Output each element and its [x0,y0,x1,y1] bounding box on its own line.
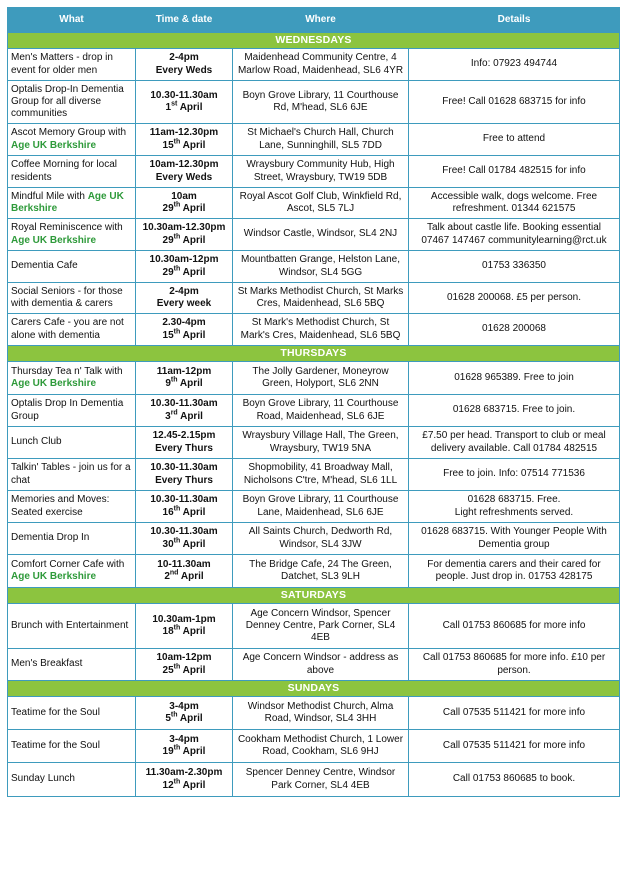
event-date-day: 12 [162,779,174,791]
time-date-cell [136,523,233,555]
event-time: 10.30-11.30am [150,398,218,410]
event-date [139,140,229,152]
event-date-month: April [180,538,206,550]
event-date [139,746,229,758]
event-date: Every Thurs [155,474,213,486]
event-details: Call 01753 860685 to book. [409,763,620,797]
event-details: Call 01753 860685 for more info [409,604,620,649]
event-time: 10am-12.30pm [149,159,219,171]
table-row [8,730,620,763]
event-date [139,507,229,519]
event-date-month: April [180,779,206,791]
event-location: St Michael's Church Hall, Church Lane, Sunninghill, SL5 7DD [233,124,409,156]
event-name: Royal Reminiscence with [11,222,123,234]
event-date-month: April [177,378,203,389]
event-details: 01628 200068. £5 per person. [409,283,620,314]
event-date-day: 16 [162,506,174,518]
event-date-suffix: th [173,265,181,273]
table-body [8,33,620,797]
event-date-suffix: nd [169,569,179,577]
event-date-month: April [180,234,206,246]
event-location: All Saints Church, Dedworth Rd, Windsor, SL4 3JW [233,523,409,555]
time-date-cell [136,81,233,124]
event-name-cell: Optalis Drop-In Dementia Group for all diverse communities [8,81,136,124]
time-date-cell [136,427,233,459]
event-time: 10-11.30am [157,558,211,570]
section-header-row [8,681,620,697]
event-date-month: April [180,139,206,151]
event-location: Age Concern Windsor, Spencer Denney Centre, Park Corner, SL4 4EB [233,604,409,649]
event-details: 01628 200068 [409,314,620,346]
event-name-cell: Memories and Moves: Seated exercise [8,491,136,523]
table-row [8,49,620,81]
event-details: For dementia carers and their cared for people. Just drop in. 01753 428175 [409,555,620,588]
header-where: Where [233,8,409,33]
event-name-cell: Social Seniors - for those with dementia & carers [8,283,136,314]
event-date-suffix: th [173,663,181,671]
event-name-cell [8,188,136,219]
event-name-cell [8,362,136,395]
event-date-day: 1 [165,102,172,113]
event-date-suffix: th [173,744,181,752]
event-details: Free to attend [409,124,620,156]
event-date-month: April [180,664,206,676]
event-name-cell: Sunday Lunch [8,763,136,797]
event-date-suffix: th [173,138,181,146]
event-details: Accessible walk, dogs welcome. Free refreshment. 01344 621575 [409,188,620,219]
event-date-day: 18 [162,626,174,637]
event-date [139,539,229,551]
event-date [139,203,229,215]
event-name: Thursday Tea n' Talk with [11,365,123,377]
time-date-cell [136,219,233,251]
event-date [139,713,229,725]
event-date-day: 5 [165,713,171,724]
event-time: 10.30-11.30am [150,89,218,101]
event-details: 01628 683715. Free to join. [409,395,620,427]
event-date-day: 19 [162,746,174,757]
event-date-suffix: th [170,711,178,719]
event-time: 10.30am-12.30pm [142,222,226,234]
event-date [139,626,229,638]
event-date-month: April [180,203,206,214]
event-details-line: 01628 683715. Free. [467,494,561,506]
event-date: Every Weds [155,171,213,183]
time-date-cell [136,362,233,395]
event-name-cell [8,219,136,251]
event-name-cell: Talkin' Tables - join us for a chat [8,459,136,491]
event-name-cell: Dementia Drop In [8,523,136,555]
event-location: Age Concern Windsor - address as above [233,649,409,681]
table-row [8,124,620,156]
event-location: Mountbatten Grange, Helston Lane, Windsor, SL4 5GG [233,251,409,283]
event-details-line: Light refreshments served. [454,506,574,518]
section-title: SUNDAYS [8,681,620,697]
event-location: Wraysbury Community Hub, High Street, Wraysbury, TW19 5DB [233,156,409,188]
event-date-day: 2 [164,571,170,582]
event-date-month: April [178,571,204,582]
event-time: 3-4pm [169,733,199,745]
event-date [139,571,229,583]
age-uk-berkshire-label: Age UK Berkshire [11,571,97,582]
time-date-cell [136,251,233,283]
event-location: Wraysbury Village Hall, The Green, Wraysbury, TW19 5NA [233,427,409,459]
time-date-cell [136,283,233,314]
event-time: 2-4pm [169,52,199,64]
time-date-cell [136,124,233,156]
event-date-month: April [180,626,206,637]
time-date-cell [136,649,233,681]
event-details: Call 07535 511421 for more info [409,730,620,763]
event-date [139,665,229,677]
table-row [8,395,620,427]
event-name-cell: Carers Cafe - you are not alone with dementia [8,314,136,346]
table-row [8,763,620,797]
event-location: Royal Ascot Golf Club, Winkfield Rd, Ascot, SL5 7LJ [233,188,409,219]
event-location: The Jolly Gardener, Moneyrow Green, Holyport, SL6 2NN [233,362,409,395]
event-time: 12.45-2.15pm [152,430,216,442]
time-date-cell [136,188,233,219]
table-row [8,362,620,395]
event-location: Boyn Grove Library, 11 Courthouse Rd, M'head, SL6 6JE [233,81,409,124]
time-date-cell [136,730,233,763]
event-date-suffix: th [173,505,181,513]
table-row [8,459,620,491]
time-date-cell [136,156,233,188]
event-location: Spencer Denney Centre, Windsor Park Corner, SL4 4EB [233,763,409,797]
event-time: 10.30am-12pm [149,254,219,266]
event-date-suffix: th [170,376,178,384]
event-date-day: 29 [162,234,174,246]
event-time: 10.30am-1pm [152,613,216,625]
table-row [8,427,620,459]
event-name-cell: Coffee Morning for local residents [8,156,136,188]
event-details: 01628 965389. Free to join [409,362,620,395]
time-date-cell [136,555,233,588]
section-header-row [8,346,620,362]
event-date [139,235,229,247]
events-table [7,7,620,797]
event-details: Call 07535 511421 for more info [409,697,620,730]
section-title: THURSDAYS [8,346,620,362]
time-date-cell [136,459,233,491]
event-name-cell: Dementia Cafe [8,251,136,283]
table-row [8,697,620,730]
event-name-cell: Teatime for the Soul [8,697,136,730]
event-time: 2-4pm [169,285,199,297]
time-date-cell [136,395,233,427]
event-date-month: April [180,506,206,518]
event-location: St Mark's Methodist Church, St Mark's Cres, Maidenhead, SL6 5BQ [233,314,409,346]
event-details: Talk about castle life. Booking essential 07467 147467 communitylearning@rct.uk [409,219,620,251]
event-date: Every Weds [155,64,213,76]
header-what: What [8,8,136,33]
table-row [8,283,620,314]
event-details: Free! Call 01784 482515 for info [409,156,620,188]
time-date-cell [136,604,233,649]
event-time: 11am-12pm [156,365,212,377]
event-date-suffix: th [173,328,181,336]
age-uk-berkshire-label: Age UK Berkshire [11,234,97,246]
event-name-cell: Men's Breakfast [8,649,136,681]
time-date-cell [136,763,233,797]
section-header-row [8,588,620,604]
table-row [8,251,620,283]
event-time: 10.30-11.30am [150,462,218,474]
event-date [139,411,229,423]
event-time: 10.30-11.30am [150,526,218,538]
age-uk-berkshire-label: Age UK Berkshire [11,378,97,389]
event-location: Windsor Methodist Church, Alma Road, Windsor, SL4 3HH [233,697,409,730]
time-date-cell [136,491,233,523]
table-row [8,649,620,681]
table-row [8,523,620,555]
table-row [8,555,620,588]
event-time: 10am [171,190,197,202]
header-details: Details [409,8,620,33]
time-date-cell [136,314,233,346]
event-date-suffix: st [171,100,178,108]
event-date [139,378,229,390]
table-row [8,314,620,346]
event-date-suffix: th [173,624,181,632]
event-location: Cookham Methodist Church, 1 Lower Road, Cookham, SL6 9HJ [233,730,409,763]
event-date-month: April [180,329,206,341]
event-date-suffix: th [173,233,181,241]
event-details: 01628 683715. With Younger People With Dementia group [409,523,620,555]
table-row [8,219,620,251]
event-details: Free! Call 01628 683715 for info [409,81,620,124]
event-date-month: April [177,713,203,724]
event-date: Every week [156,298,212,309]
event-location: Boyn Grove Library, 11 Courthouse Road, Maidenhead, SL6 6JE [233,395,409,427]
section-title: WEDNESDAYS [8,33,620,49]
event-name: Ascot Memory Group with [11,127,127,139]
event-time: 10.30-11.30am [150,494,218,506]
event-date-day: 29 [162,266,174,278]
time-date-cell [136,49,233,81]
event-details [409,491,620,523]
event-date-month: April [177,102,203,113]
event-details: Info: 07923 494744 [409,49,620,81]
table-row [8,188,620,219]
event-date-day: 30 [162,538,174,550]
event-date-day: 29 [162,203,174,214]
table-row [8,156,620,188]
event-details: 01753 336350 [409,251,620,283]
event-date [139,267,229,279]
section-title: SATURDAYS [8,588,620,604]
table-header-row [8,8,620,33]
event-name-cell [8,124,136,156]
event-name-cell: Brunch with Entertainment [8,604,136,649]
event-date-day: 3 [165,410,171,422]
event-date-month: April [180,266,206,278]
table-row [8,491,620,523]
event-date [139,102,229,114]
event-details: Free to join. Info: 07514 771536 [409,459,620,491]
event-name-cell [8,555,136,588]
event-name-cell: Teatime for the Soul [8,730,136,763]
age-uk-berkshire-label: Age UK Berkshire [11,139,97,151]
event-name: Comfort Corner Cafe with [11,558,125,570]
event-location: The Bridge Cafe, 24 The Green, Datchet, SL3 9LH [233,555,409,588]
time-date-cell [136,697,233,730]
event-location: Maidenhead Community Centre, 4 Marlow Road, Maidenhead, SL6 4YR [233,49,409,81]
event-time: 11.30am-2.30pm [145,767,223,779]
event-date-suffix: th [173,537,181,545]
event-details: £7.50 per head. Transport to club or meal delivery available. Call 01784 482515 [409,427,620,459]
header-time-date: Time & date [136,8,233,33]
event-date-day: 25 [162,664,174,676]
event-location: St Marks Methodist Church, St Marks Cres, Maidenhead, SL6 5BQ [233,283,409,314]
event-date-day: 9 [165,378,171,389]
event-time: 10am-12pm [156,652,212,664]
event-name: Mindful Mile with [11,190,88,202]
event-date-day: 15 [162,329,174,341]
event-date-month: April [180,746,206,757]
event-time: 3-4pm [169,700,199,712]
event-location: Boyn Grove Library, 11 Courthouse Lane, Maidenhead, SL6 6JE [233,491,409,523]
event-time: 2.30-4pm [162,317,206,329]
age-uk-berkshire-label: Age UK Berkshire [11,190,124,214]
event-date-suffix: th [173,778,181,786]
section-header-row [8,33,620,49]
event-time: 11am-12.30pm [149,127,219,139]
event-location: Shopmobility, 41 Broadway Mall, Nicholsons C'tre, M'head, SL6 1LL [233,459,409,491]
event-name-cell: Optalis Drop In Dementia Group [8,395,136,427]
event-name-cell: Lunch Club [8,427,136,459]
event-name-cell: Men's Matters - drop in event for older men [8,49,136,81]
event-date-month: April [177,410,203,422]
event-date [139,780,229,792]
event-date: Every Thurs [155,442,213,454]
event-date-suffix: rd [170,409,178,417]
table-row [8,81,620,124]
event-details: Call 01753 860685 for more info. £10 per person. [409,649,620,681]
event-location: Windsor Castle, Windsor, SL4 2NJ [233,219,409,251]
event-date-suffix: th [173,201,181,209]
event-date [139,330,229,342]
table-row [8,604,620,649]
event-date-day: 15 [162,139,174,151]
